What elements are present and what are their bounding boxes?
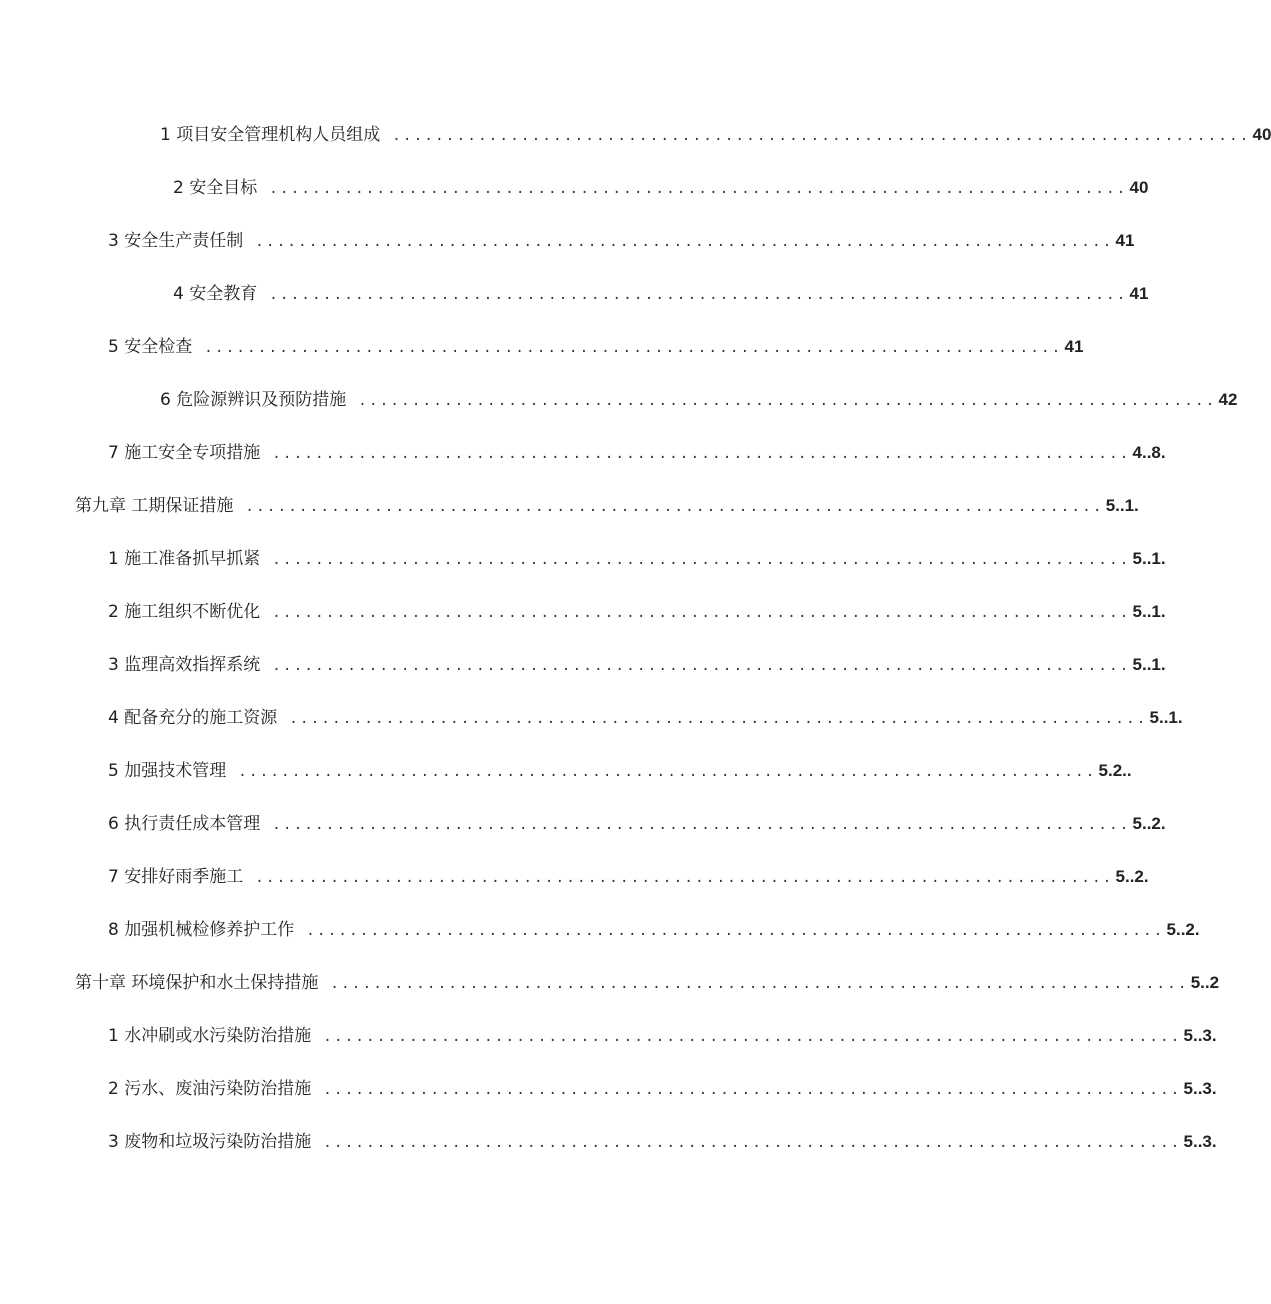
toc-entry-label: 1 水冲刷或水污染防治措施 [108, 1026, 312, 1046]
toc-leader-dots: ................................................................................ [289, 711, 1148, 727]
toc-entry-label: 6 执行责任成本管理 [108, 814, 261, 834]
toc-entry[interactable] [108, 812, 1166, 836]
toc-page-number: 5..1. [1105, 496, 1139, 515]
toc-entry[interactable] [108, 1024, 1217, 1048]
toc-leader-dots: ................................................................................ [272, 552, 1131, 568]
toc-leader-dots: ................................................................................ [272, 658, 1131, 674]
toc-page-number: 5..1. [1132, 655, 1166, 674]
toc-entry[interactable] [108, 229, 1135, 253]
toc-entry[interactable] [108, 865, 1149, 889]
toc-page-number: 5..3. [1183, 1026, 1217, 1045]
toc-leader-dots: ................................................................................ [255, 234, 1114, 250]
toc-entry[interactable] [108, 335, 1084, 359]
toc-leader-dots: ................................................................................ [323, 1082, 1182, 1098]
toc-leader-dots: ................................................................................ [358, 393, 1217, 409]
toc-entry-label: 7 施工安全专项措施 [108, 443, 261, 463]
toc-leader-dots: ................................................................................ [330, 976, 1189, 992]
toc-leader-dots: ................................................................................ [272, 605, 1131, 621]
toc-leader-dots: ................................................................................ [238, 764, 1097, 780]
toc-leader-dots: ................................................................................ [323, 1135, 1182, 1151]
toc-entry-label: 5 加强技术管理 [108, 761, 227, 781]
toc-entry-label: 3 监理高效指挥系统 [108, 655, 261, 675]
toc-leader-dots: ................................................................................ [255, 870, 1114, 886]
toc-entry-label: 1 施工准备抓早抓紧 [108, 549, 261, 569]
toc-entry[interactable] [108, 547, 1166, 571]
toc-entry[interactable] [160, 388, 1238, 412]
toc-page-number: 5..2. [1166, 920, 1200, 939]
toc-page-number: 5..1. [1132, 549, 1166, 568]
toc-chapter-label: 第九章 工期保证措施 [75, 496, 234, 516]
toc-entry[interactable] [108, 600, 1166, 624]
toc-entry[interactable] [160, 123, 1271, 147]
toc-entry[interactable] [108, 759, 1132, 783]
toc-page-number: 5..2. [1115, 867, 1149, 886]
toc-page-number: 5.2.. [1098, 761, 1132, 780]
toc-entry[interactable] [108, 706, 1183, 730]
toc-entry[interactable] [108, 653, 1166, 677]
toc-page-number: 5..3. [1183, 1132, 1217, 1151]
toc-entry[interactable] [108, 1077, 1217, 1101]
toc-entry-label: 8 加强机械检修养护工作 [108, 920, 295, 940]
toc-leader-dots: ................................................................................ [272, 817, 1131, 833]
toc-entry-label: 6 危险源辨识及预防措施 [160, 390, 347, 410]
toc-leader-dots: ................................................................................ [306, 923, 1165, 939]
toc-entry-label: 3 安全生产责任制 [108, 231, 244, 251]
toc-leader-dots: ................................................................................ [392, 128, 1251, 144]
toc-page-number: 41 [1115, 231, 1135, 250]
toc-entry-label: 7 安排好雨季施工 [108, 867, 244, 887]
toc-page-number: 40 [1129, 178, 1149, 197]
toc-entry[interactable] [108, 441, 1166, 465]
toc-entry-label: 5 安全检查 [108, 337, 193, 357]
toc-entry-label: 1 项目安全管理机构人员组成 [160, 125, 381, 145]
toc-page-number: 5..3. [1183, 1079, 1217, 1098]
toc-entry[interactable] [108, 1130, 1217, 1154]
toc-leader-dots: ................................................................................ [323, 1029, 1182, 1045]
toc-page-number: 5..1. [1149, 708, 1183, 727]
toc-leader-dots: ................................................................................ [204, 340, 1063, 356]
toc-entry-label: 2 施工组织不断优化 [108, 602, 261, 622]
toc-entry-label: 4 安全教育 [173, 284, 258, 304]
toc-page-number: 41 [1129, 284, 1149, 303]
toc-page-number: 40 [1252, 125, 1271, 144]
toc-entry-label: 3 废物和垃圾污染防治措施 [108, 1132, 312, 1152]
toc-entry[interactable] [173, 282, 1149, 306]
toc-leader-dots: ................................................................................ [245, 499, 1104, 515]
toc-chapter-label: 第十章 环境保护和水土保持措施 [75, 973, 319, 993]
toc-chapter[interactable] [75, 971, 1220, 995]
toc-page-number: 4..8. [1132, 443, 1166, 462]
toc-chapter[interactable] [75, 494, 1139, 518]
toc-leader-dots: ................................................................................ [269, 287, 1128, 303]
toc-page-number: 5..1. [1132, 602, 1166, 621]
toc-page-number: 5..2. [1132, 814, 1166, 833]
toc-leader-dots: ................................................................................ [269, 181, 1128, 197]
toc-entry[interactable] [173, 176, 1149, 200]
toc-leader-dots: ................................................................................ [272, 446, 1131, 462]
toc-entry-label: 2 安全目标 [173, 178, 258, 198]
toc-entry-label: 4 配备充分的施工资源 [108, 708, 278, 728]
toc-page-number: 5..2 [1190, 973, 1220, 992]
toc-page-number: 42 [1218, 390, 1238, 409]
toc-page-number: 41 [1064, 337, 1084, 356]
toc-entry[interactable] [108, 918, 1200, 942]
toc-entry-label: 2 污水、废油污染防治措施 [108, 1079, 312, 1099]
